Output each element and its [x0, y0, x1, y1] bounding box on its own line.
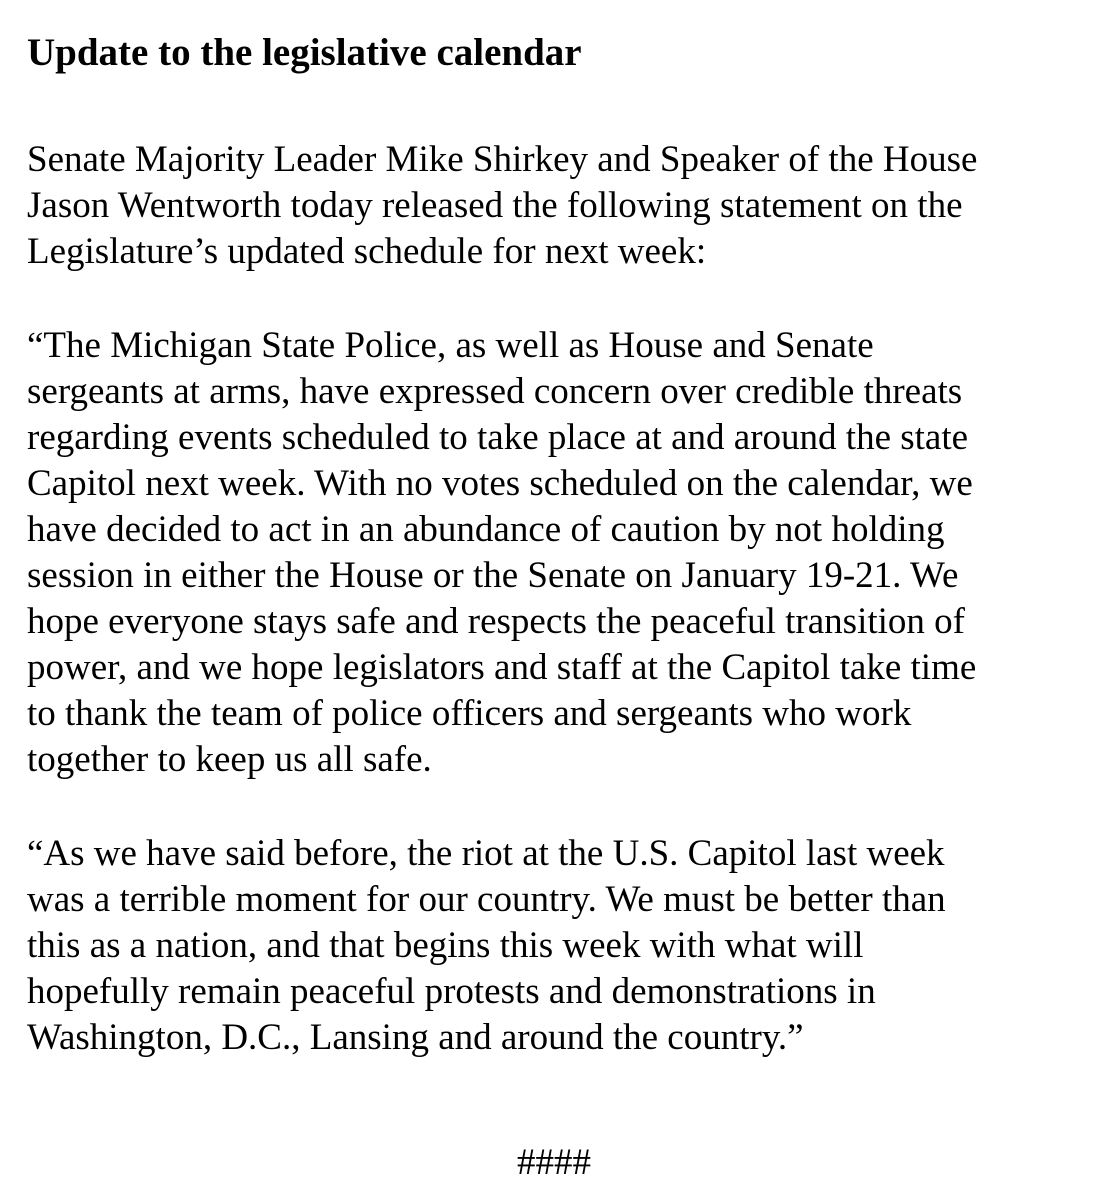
intro-paragraph	[27, 137, 1087, 275]
paragraph-line: Jason Wentworth today released the following statement on the	[27, 185, 963, 226]
paragraph-line: Legislature’s updated schedule for next week:	[27, 231, 707, 272]
paragraph-line: hopefully remain peaceful protests and demonstrations in	[27, 971, 876, 1012]
paragraph-line: session in either the House or the Senate on January 19-21. We	[27, 555, 959, 596]
paragraph-line: to thank the team of police officers and sergeants who work	[27, 693, 912, 734]
press-release	[27, 28, 1087, 1061]
statement-paragraph-2	[27, 831, 1087, 1061]
paragraph-line: hope everyone stays safe and respects the peaceful transition of	[27, 601, 965, 642]
paragraph-line: Capitol next week. With no votes scheduled on the calendar, we	[27, 463, 973, 504]
paragraph-line: “The Michigan State Police, as well as House and Senate	[27, 325, 874, 366]
paragraph-line: have decided to act in an abundance of caution by not holding	[27, 509, 945, 550]
paragraph-line: “As we have said before, the riot at the U.S. Capitol last week	[27, 833, 945, 874]
paragraph-line: regarding events scheduled to take place at and around the state	[27, 417, 969, 458]
paragraph-line: Senate Majority Leader Mike Shirkey and Speaker of the House	[27, 139, 978, 180]
statement-paragraph-1	[27, 323, 1087, 783]
paragraph-line: this as a nation, and that begins this week with what will	[27, 925, 864, 966]
paragraph-line: together to keep us all safe.	[27, 739, 432, 780]
paragraph-line: Washington, D.C., Lansing and around the country.”	[27, 1017, 804, 1058]
paragraph-line: sergeants at arms, have expressed concern over credible threats	[27, 371, 963, 412]
paragraph-line: power, and we hope legislators and staff at the Capitol take time	[27, 647, 977, 688]
end-of-release-mark: ####	[517, 1142, 591, 1183]
paragraph-line: was a terrible moment for our country. We must be better than	[27, 879, 946, 920]
document-title: Update to the legislative calendar	[27, 31, 582, 74]
